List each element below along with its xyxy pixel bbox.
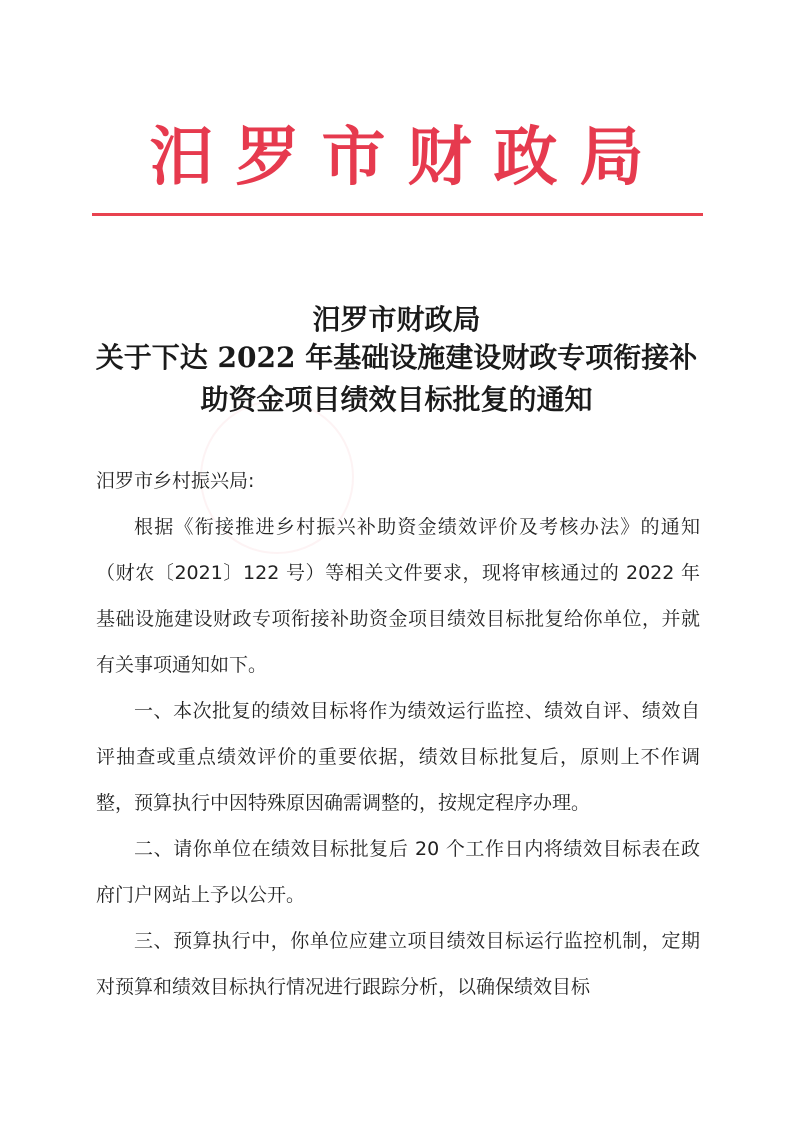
letterhead-red-rule xyxy=(92,213,703,216)
document-title-line-2: 关于下达 2022 年基础设施建设财政专项衔接补 xyxy=(95,341,698,374)
letterhead-title: 汨罗市财政局 xyxy=(149,120,666,195)
paragraph-item-1: 一、本次批复的绩效目标将作为绩效运行监控、绩效自评、绩效自评抽查或重点绩效评价的重要依据，绩效目标批复后，原则上不作调整，预算执行中因特殊原因确需调整的，按规定程序办理。 xyxy=(96,700,700,814)
addressee: 汨罗市乡村振兴局: xyxy=(96,470,255,492)
paragraph-item-2: 二、请你单位在绩效目标批复后 20 个工作日内将绩效目标表在政府门户网站上予以公开。 xyxy=(96,838,700,906)
document-title-line-1: 汨罗市财政局 xyxy=(312,303,481,336)
paragraph-item-3: 三、预算执行中，你单位应建立项目绩效目标运行监控机制，定期对预算和绩效目标执行情况进行跟踪分析，以确保绩效目标 xyxy=(96,930,700,998)
paragraph-intro: 根据《衔接推进乡村振兴补助资金绩效评价及考核办法》的通知（财农〔2021〕122 号）等相关文件要求，现将审核通过的 2022 年基础设施建设财政专项衔接补助资金项目绩效目标批复给你单位，并就有关事项通知如下。 xyxy=(96,516,700,676)
body-paragraphs xyxy=(96,504,700,1010)
document-title-line-3: 助资金项目绩效目标批复的通知 xyxy=(200,383,593,416)
